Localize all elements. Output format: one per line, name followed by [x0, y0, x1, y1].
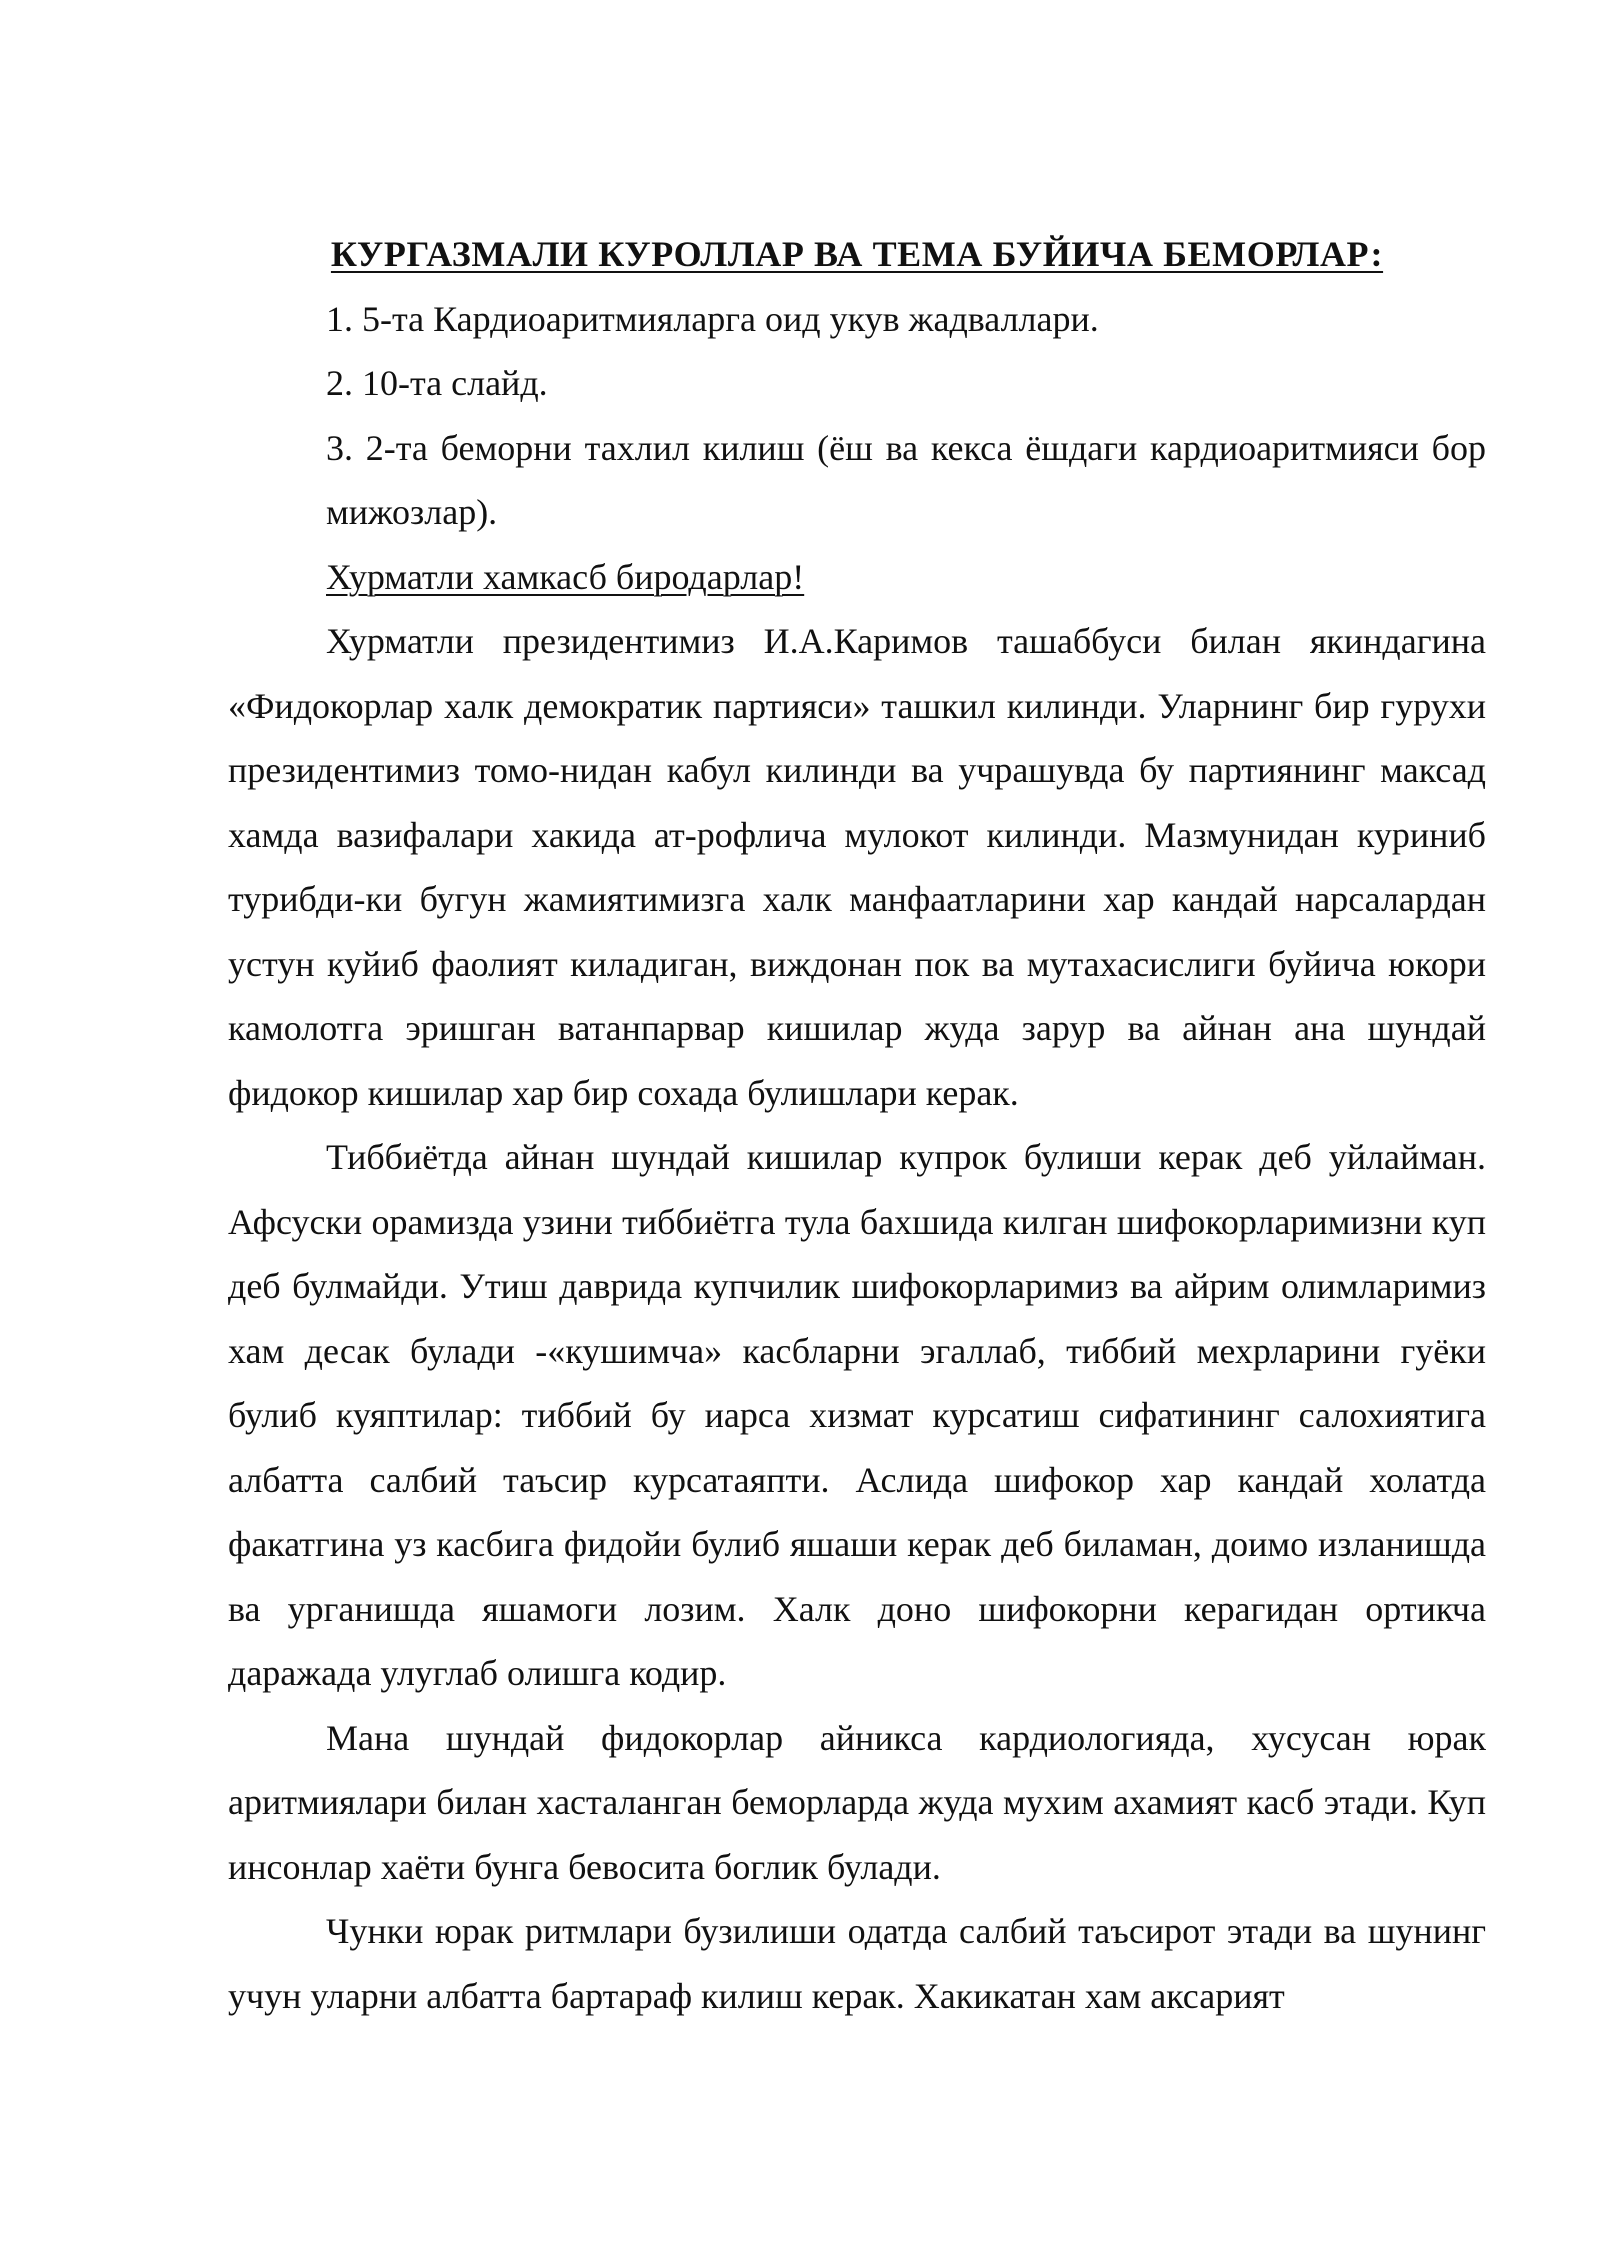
list-item-patients: 3. 2-та беморни тахлил килиш (ёш ва кекса ёшдаги кардиоаритмияси бор мижозлар). — [326, 427, 1486, 532]
paragraph-party: Хурматли президентимиз И.А.Каримов ташаббуси билан якиндагина «Фидокорлар халк демократик партияси» ташкил килинди. Уларнинг бир гурухи президентимиз томо-нидан кабул килинди ва учрашувда бу партиянинг максад хамда вазифалари хакида ат-рофлича мулокот килинди. Мазмунидан куриниб турибди-ки бугун жамиятимизга халк манфаатларини хар кандай нарсалардан устун куйиб фаолият киладиган, виждонан пок ва мутахасислиги буйича юкори камолотга эришган ватанпарвар кишилар жуда зарур ва айнан ана шундай фидокор кишилар хар бир сохада булишлари керак. — [228, 621, 1486, 1113]
materials-list — [228, 287, 1486, 545]
list-item-slides: 2. 10-та слайд. — [326, 363, 548, 403]
paragraph-rhythm: Чунки юрак ритмлари бузилиши одатда салбий таъсирот этади ва шунинг учун уларни албатта бартараф килиш керак. Хакикатан хам аксарият — [228, 1911, 1486, 2016]
greeting-line: Хурматли хамкасб биродарлар! — [326, 556, 805, 597]
page-heading: КУРГАЗМАЛИ КУРОЛЛАР ВА ТЕМА БУЙИЧА БЕМОРЛАР: — [330, 234, 1384, 274]
paragraph-medicine: Тиббиётда айнан шундай кишилар купрок булиши керак деб уйлайман. Афсуски орамизда узини тиббиётга тула бахшида килган шифокорларимизни куп деб булмайди. Утиш даврида купчилик шифокорларимиз ва айрим олимларимиз хам десак булади -«кушимча» касбларни эгаллаб, тиббий мехрларини гуёки булиб куяптилар: тиббий бу иарса хизмат курсатиш сифатининг салохиятига албатта салбий таъсир курсатаяпти. Аслида шифокор хар кандай холатда факатгина уз касбига фидойи булиб яшаши керак деб биламан, доимо изланишда ва урганишда яшамоги лозим. Халк доно шифокорни керагидан ортикча даражада улуглаб олишга кодир. — [228, 1137, 1486, 1693]
document-body — [228, 222, 1486, 2028]
list-item-tables: 1. 5-та Кардиоаритмияларга оид укув жадваллари. — [326, 298, 1099, 339]
paragraph-cardiology: Мана шундай фидокорлар айникса кардиологияда, хусусан юрак аритмиялари билан хасталанган беморларда жуда мухим ахамият касб этади. Куп инсонлар хаёти бунга бевосита боглик булади. — [228, 1717, 1486, 1887]
